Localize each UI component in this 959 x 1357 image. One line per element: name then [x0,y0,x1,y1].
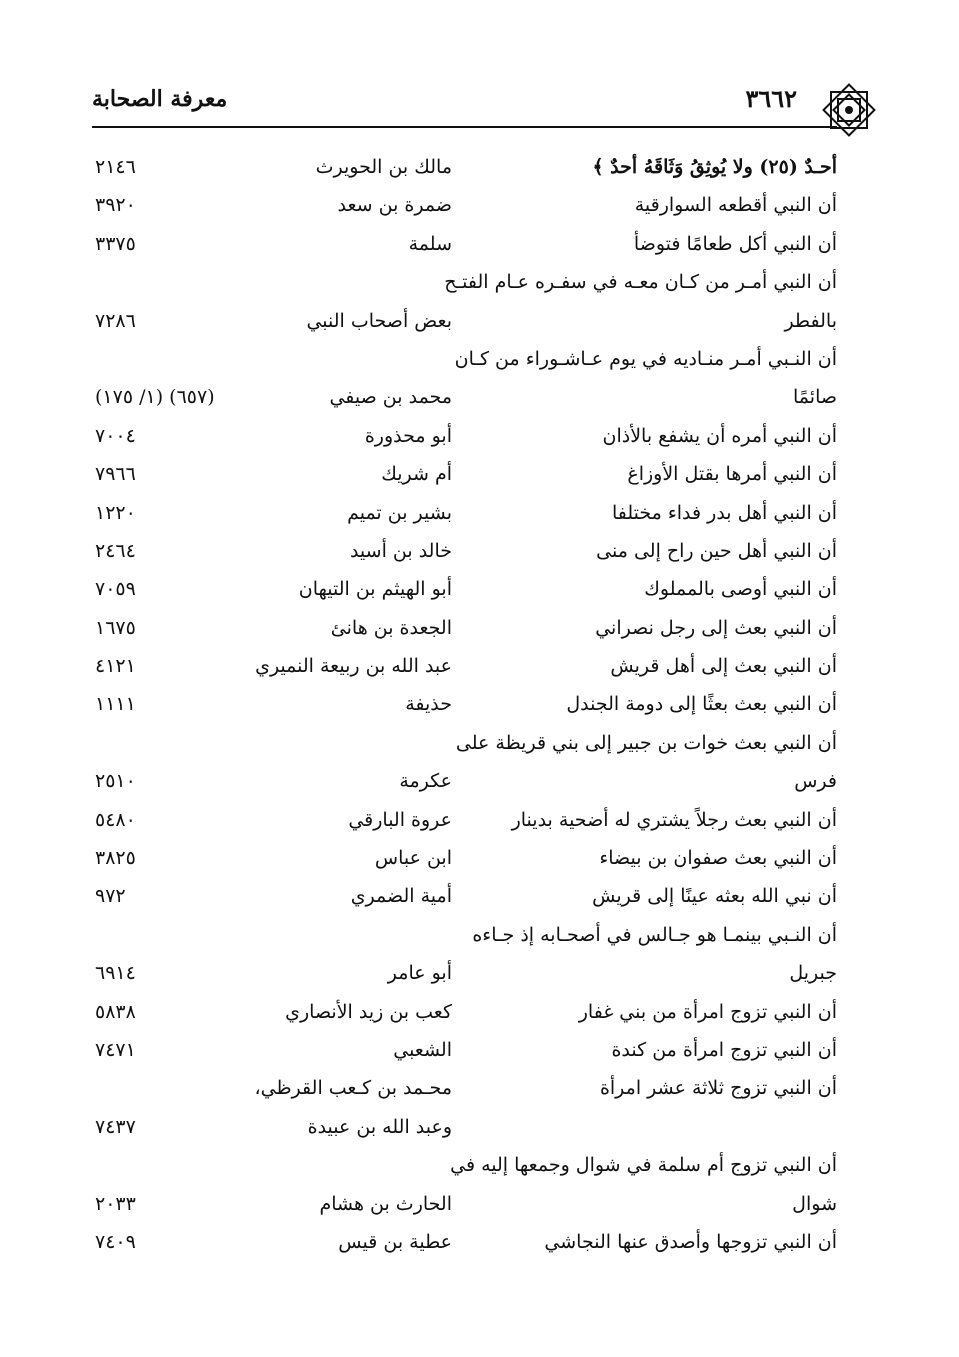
hadith-number: ٧٩٦٦ [95,463,136,486]
narrator-name: حذيفة [405,693,452,716]
narrator-name: الشعبي [393,1038,452,1061]
narrator-name: مالك بن الحويرث [315,156,452,178]
hadith-text: أحـدٌ (٢٥) ولا يُوثِقُ وَثَاقَهُ أحدٌ ﴾ [592,156,837,178]
table-row [95,190,837,228]
hadith-text: أن النبي بعث إلى رجل نصراني [595,616,837,639]
narrator-name: الجعدة بن هانئ [330,616,452,639]
hadith-number: ٧٤٣٧ [95,1115,136,1138]
hadith-text: أن النبي تزوج ثلاثة عشر امرأة [599,1077,837,1100]
hadith-number: ٢٥١٠ [95,770,136,793]
octagram-ornament-icon [819,80,879,140]
hadith-text: جبريل [789,962,837,985]
hadith-number: (١/ ١٧٥) (٦٥٧) [95,386,215,409]
table-row [95,459,837,497]
hadith-text: أن النبي أقطعه السوارقية [634,194,837,217]
narrator-name: خالد بن أسيد [349,539,452,562]
narrator-name: عروة البارقي [348,808,452,831]
table-row [95,805,837,843]
narrator-name: ضمرة بن سعد [337,194,452,217]
hadith-number: ١٢٢٠ [95,501,136,524]
hadith-text: أن النبي بعث صفوان بن بيضاء [599,847,837,870]
hadith-text: أن النبي تزوج امرأة من بني غفار [578,1000,837,1023]
hadith-number: ٧٠٥٩ [95,578,136,601]
table-row [95,881,837,919]
hadith-text: أن النبي أمره أن يشفع بالأذان [602,424,837,447]
table-row [95,267,837,305]
hadith-number: ٣٩٢٠ [95,194,136,217]
table-row [95,421,837,459]
table-row [95,382,837,420]
narrator-name: عكرمة [399,770,452,793]
table-row [95,651,837,689]
table-row [95,1227,837,1265]
hadith-text: أن النبي بعث خوات بن جبير إلى بني قريظة على [455,731,837,754]
narrator-name: بعض أصحاب النبي [306,309,452,332]
hadith-number: ٦٩١٤ [95,962,136,985]
hadith-text: أن النبي بعث بعثًا إلى دومة الجندل [566,693,837,716]
hadith-text: أن النـبي بينمـا هو جـالس في أصحـابه إذ جـاءه [472,923,837,946]
hadith-number: ٥٤٨٠ [95,808,136,831]
hadith-text: أن النبي تزوجها وأصدق عنها النجاشي [544,1230,837,1253]
hadith-number: ٢١٤٦ [95,156,136,178]
table-row [95,920,837,958]
narrator-name: ابن عباس [374,847,452,870]
hadith-number: ٧٢٨٦ [95,309,136,332]
table-row [95,152,837,190]
hadith-text: أن النبي أهل حين راح إلى منى [596,539,837,562]
narrator-name: محمد بن صيفي [329,386,452,409]
table-row [95,1112,837,1150]
header-rule [92,126,837,128]
table-row [95,229,837,267]
hadith-text: أن النبي أوصى بالمملوك [644,578,837,601]
narrator-name: كعب بن زيد الأنصاري [285,1000,452,1023]
table-row [95,843,837,881]
table-row [95,344,837,382]
narrator-name: الحارث بن هشام [319,1192,452,1215]
table-row [95,958,837,996]
book-title: معرفة الصحابة [92,86,228,112]
table-row [95,574,837,612]
hadith-text: أن النبي تزوج أم سلمة في شوال وجمعها إليه في [450,1154,837,1177]
table-row [95,306,837,344]
table-row [95,1189,837,1227]
table-row [95,1150,837,1188]
hadith-text: أن النبي أهل بدر فداء مختلفا [611,501,837,524]
table-row [95,728,837,766]
hadith-text: أن النبي بعث رجلاً يشتري له أضحية بدينار [511,808,837,831]
table-row [95,997,837,1035]
narrator-name: عطية بن قيس [338,1230,452,1253]
narrator-name: بشير بن تميم [347,501,452,524]
hadith-text: صائمًا [793,386,837,409]
hadith-text: أن نبي الله بعثه عينًا إلى قريش [592,885,837,908]
narrator-name: محـمد بن كـعب القرظي، [254,1077,452,1100]
narrator-name: عبد الله بن ربيعة النميري [255,655,452,678]
hadith-text: شوال [792,1192,837,1215]
narrator-name: أمية الضمري [350,885,452,908]
table-row [95,766,837,804]
narrator-name: أم شريك [381,463,452,486]
hadith-number: ٧٠٠٤ [95,424,136,447]
hadith-number: ٩٧٢ [95,885,126,908]
hadith-text: أن النبي أمرها بقتل الأوزاغ [627,463,837,486]
table-row [95,536,837,574]
table-row [95,498,837,536]
hadith-number: ٢٤٦٤ [95,539,136,562]
hadith-number: ٣٣٧٥ [95,232,136,255]
narrator-name: أبو محذورة [364,424,452,447]
table-row [95,689,837,727]
narrator-name: أبو الهيثم بن التيهان [298,578,452,601]
hadith-number: ٢٠٣٣ [95,1192,136,1215]
hadith-text: أن النبي بعث إلى أهل قريش [610,655,837,678]
hadith-number: ٤١٢١ [95,655,136,678]
narrator-name: وعبد الله بن عبيدة [307,1115,452,1138]
hadith-text: بالفطر [784,309,837,332]
narrator-name: سلمة [408,232,452,255]
narrator-name: أبو عامر [387,962,452,985]
hadith-number: ٥٨٣٨ [95,1000,136,1023]
table-row [95,613,837,651]
hadith-number: ١٦٧٥ [95,616,136,639]
table-row [95,1073,837,1111]
page-header [92,82,837,128]
hadith-text: فرس [794,770,837,793]
hadith-number: ٣٨٢٥ [95,847,136,870]
index-table [95,152,837,1265]
hadith-text: أن النبي أكل طعامًا فتوضأ [633,232,837,255]
hadith-text: أن النـبي أمـر منـاديه في يوم عـاشـوراء من كـان [454,347,837,370]
hadith-number: ٧٤٠٩ [95,1230,136,1253]
hadith-number: ١١١١ [95,693,136,716]
table-row [95,1035,837,1073]
hadith-number: ٧٤٧١ [95,1038,136,1061]
hadith-text: أن النبي أمـر من كـان معـه في سفـره عـام الفتـح [444,271,837,294]
page-number: ٣٦٦٢ [745,84,797,113]
hadith-text: أن النبي تزوج امرأة من كندة [611,1038,837,1061]
